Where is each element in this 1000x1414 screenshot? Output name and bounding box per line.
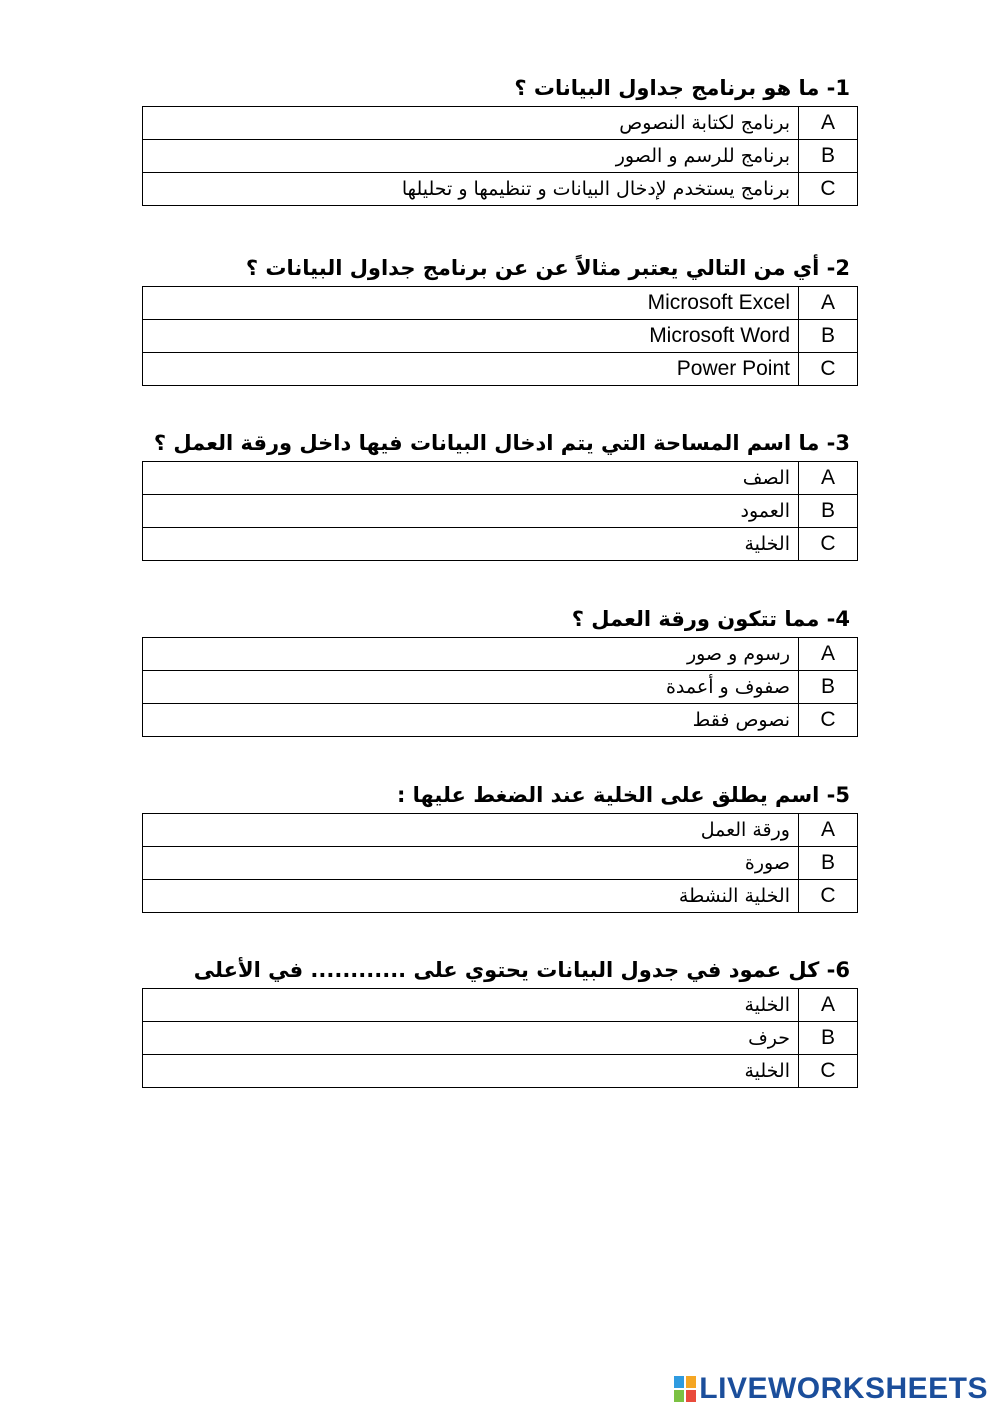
option-text: صورة <box>143 847 799 880</box>
option-letter: C <box>799 173 858 206</box>
question-2 <box>142 250 858 386</box>
option-row[interactable] <box>143 320 858 353</box>
option-text: حرف <box>143 1022 799 1055</box>
option-letter: A <box>799 814 858 847</box>
option-row[interactable] <box>143 671 858 704</box>
question-title: 4- مما تتكون ورقة العمل ؟ <box>571 607 850 631</box>
logo-square-2 <box>686 1376 696 1388</box>
option-letter: C <box>799 880 858 913</box>
question-title: 1- ما هو برنامج جداول البيانات ؟ <box>514 76 850 100</box>
option-letter: B <box>799 320 858 353</box>
option-letter: C <box>799 704 858 737</box>
option-row[interactable] <box>143 814 858 847</box>
question-1 <box>142 70 858 206</box>
option-text: برنامج يستخدم لإدخال البيانات و تنظيمها و تحليلها <box>143 173 799 206</box>
option-text: Microsoft Excel <box>143 287 799 320</box>
options-table <box>142 813 858 913</box>
option-row[interactable] <box>143 287 858 320</box>
option-letter: A <box>799 638 858 671</box>
option-row[interactable] <box>143 1022 858 1055</box>
option-text: برنامج لكتابة النصوص <box>143 107 799 140</box>
logo-text: LIVEWORKSHEETS <box>699 1372 988 1405</box>
options-table <box>142 988 858 1088</box>
option-letter: A <box>799 462 858 495</box>
option-row[interactable] <box>143 107 858 140</box>
option-letter: B <box>799 495 858 528</box>
option-text: نصوص فقط <box>143 704 799 737</box>
logo-square-1 <box>674 1376 684 1388</box>
option-row[interactable] <box>143 140 858 173</box>
logo-square-4 <box>686 1390 696 1402</box>
option-text: الخلية النشطة <box>143 880 799 913</box>
option-letter: A <box>799 107 858 140</box>
option-text: الخلية <box>143 989 799 1022</box>
question-title: 2- أي من التالي يعتبر مثالاً عن عن برنامج جداول البيانات ؟ <box>245 256 850 280</box>
options-table <box>142 106 858 206</box>
option-letter: C <box>799 353 858 386</box>
option-row[interactable] <box>143 528 858 561</box>
option-text: ورقة العمل <box>143 814 799 847</box>
option-letter: A <box>799 989 858 1022</box>
question-title: 3- ما اسم المساحة التي يتم ادخال البيانات فيها داخل ورقة العمل ؟ <box>153 431 850 455</box>
option-letter: B <box>799 1022 858 1055</box>
option-text: برنامج للرسم و الصور <box>143 140 799 173</box>
option-row[interactable] <box>143 1055 858 1088</box>
option-text: Power Point <box>143 353 799 386</box>
option-text: الخلية <box>143 1055 799 1088</box>
option-text: الخلية <box>143 528 799 561</box>
option-text: الصف <box>143 462 799 495</box>
logo-square-3 <box>674 1390 684 1402</box>
option-letter: B <box>799 671 858 704</box>
option-text: رسوم و صور <box>143 638 799 671</box>
option-row[interactable] <box>143 173 858 206</box>
option-text: العمود <box>143 495 799 528</box>
option-row[interactable] <box>143 847 858 880</box>
option-text: Microsoft Word <box>143 320 799 353</box>
option-text: صفوف و أعمدة <box>143 671 799 704</box>
option-row[interactable] <box>143 880 858 913</box>
option-row[interactable] <box>143 462 858 495</box>
option-row[interactable] <box>143 353 858 386</box>
option-row[interactable] <box>143 989 858 1022</box>
question-4 <box>142 601 858 737</box>
option-letter: C <box>799 528 858 561</box>
liveworksheets-logo-icon <box>674 1376 696 1402</box>
option-letter: B <box>799 140 858 173</box>
option-row[interactable] <box>143 638 858 671</box>
question-title: 5- اسم يطلق على الخلية عند الضغط عليها : <box>396 783 850 807</box>
option-letter: B <box>799 847 858 880</box>
options-table <box>142 637 858 737</box>
question-title: 6- كل عمود في جدول البيانات يحتوي على ............ في الأعلى <box>193 958 850 982</box>
option-row[interactable] <box>143 495 858 528</box>
question-5 <box>142 777 858 913</box>
option-letter: A <box>799 287 858 320</box>
option-row[interactable] <box>143 704 858 737</box>
option-letter: C <box>799 1055 858 1088</box>
liveworksheets-logo[interactable] <box>674 1372 988 1406</box>
question-3 <box>142 425 858 561</box>
question-6 <box>142 952 858 1088</box>
options-table <box>142 286 858 386</box>
options-table <box>142 461 858 561</box>
